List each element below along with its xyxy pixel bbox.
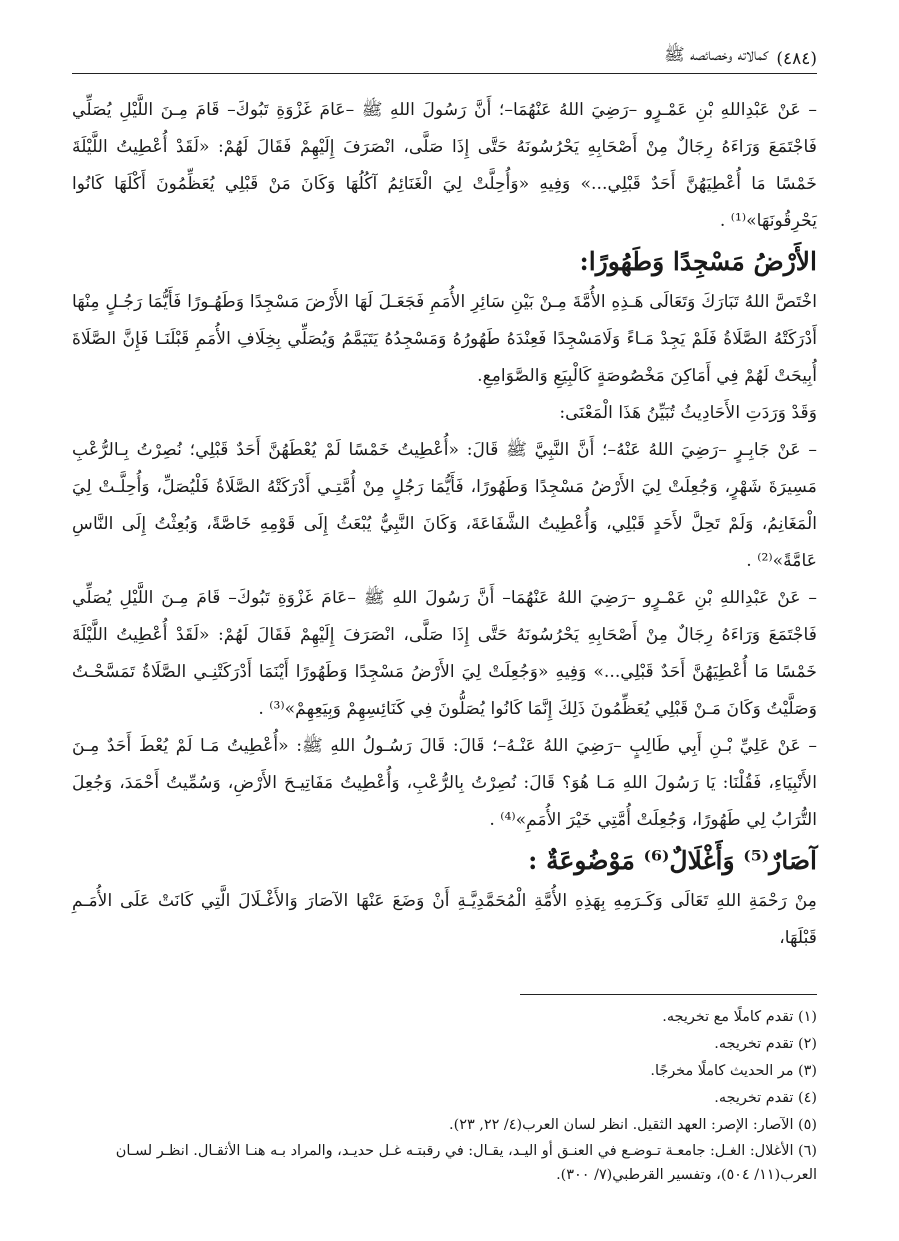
- hadith-paragraph-abdullah: – عَنْ عَبْدِاللهِ بْنِ عَمْـرٍو –رَضِيَ اللهُ عَنْهُمَا– أَنَّ رَسُولَ اللهِ ﷺ –عَامَ غَزْوَةِ تَبُوكَ– قَامَ مِـنَ اللَّيْلِ يُصَلِّي فَاجْتَمَعَ وَرَاءَهُ رِجَالٌ مِنْ أَصْحَابِهِ يَحْرُسُونَهُ حَتَّى إِذَا صَلَّى، انْصَرَفَ إِلَيْهِمْ فَقَالَ لَهُمْ: «لَقَدْ أُعْطِيتُ اللَّيْلَةَ خَمْسًا مَا أُعْطِيَهُنَّ أَحَدٌ قَبْلِي...» وَفِيهِ «وَجُعِلَتْ لِيَ الأَرْضُ مَسْجِدًا وَطَهُورًا أَيْنَمَا أَدْرَكَتْنِـي الصَّلَاةُ تَمَسَّحْـتُ وَصَلَّيْتُ وَكَانَ مَـنْ قَبْلِي يُعَظِّمُونَ ذَلِكَ إِنَّمَا كَانُوا يُصَلُّونَ فِي كَنَائِسِهِمْ وَبِيَعِهِمْ»⁽³⁾ .: [72, 588, 817, 719]
- section-heading-burdens: آصَارٌ⁽⁵⁾ وَأَغْلَالٌ⁽⁶⁾ مَوْضُوعَةٌ :: [528, 846, 817, 875]
- main-text: [72, 92, 817, 957]
- footnote-divider: [520, 994, 817, 995]
- footnote-3: (٣) مر الحديث كاملًا مخرجًا.: [650, 1063, 817, 1079]
- page-header: [72, 40, 817, 74]
- footnote-5: (٥) الآصار: الإصر: العهد الثقيل. انظر لسان العرب(٤/ ٢٢, ٢٣).: [449, 1117, 817, 1133]
- footnote-1: (١) تقدم كاملًا مع تخريجه.: [662, 1009, 817, 1025]
- hadith-paragraph-ali: – عَنْ عَلِيِّ بْـنِ أَبِي طَالِبٍ –رَضِيَ اللهُ عَنْـهُ–؛ قَالَ: قَالَ رَسُـولُ اللهِ ﷺ: «أُعْطِيتُ مَـا لَمْ يُعْطَ أَحَدٌ مِـنَ الأَنْبِيَاءِ، فَقُلْنَا: يَا رَسُولَ اللهِ مَـا هُوَ؟ قَالَ: نُصِرْتُ بِالرُّعْبِ، وَأُعْطِيتُ مَفَاتِيـحَ الأَرْضِ، وَسُمِّيتُ أَحْمَدَ، وَجُعِلَ التُّرَابُ لِي طَهُورًا، وَجُعِلَتْ أُمَّتِي خَيْرَ الأُمَمِ»⁽⁴⁾ .: [72, 736, 817, 830]
- page-number: (٤٨٤): [776, 49, 817, 69]
- footnote-4: (٤) تقدم تخريجه.: [714, 1090, 817, 1106]
- running-title: كمالاته وخصائصه ﷺ: [664, 45, 769, 65]
- hadith-paragraph-1: – عَنْ عَبْدِاللهِ بْنِ عَمْـرٍو –رَضِيَ اللهُ عَنْهُمَا–؛ أَنَّ رَسُولَ اللهِ ﷺ –عَامَ غَزْوَةِ تَبُوكَ– قَامَ مِـنَ اللَّيْلِ يُصَلِّي فَاجْتَمَعَ وَرَاءَهُ رِجَالٌ مِنْ أَصْحَابِهِ يَحْرُسُونَهُ حَتَّى إِذَا صَلَّى، انْصَرَفَ إِلَيْهِمْ فَقَالَ لَهُمْ: «لَقَدْ أُعْطِيتُ اللَّيْلَةَ خَمْسًا مَا أُعْطِيَهُنَّ أَحَدٌ قَبْلِي...» وَفِيهِ «وَأُحِلَّتْ لِيَ الْغَنَائِمُ آكُلُهَا وَكَانَ مَنْ قَبْلِي يُعَظِّمُونَ أَكْلَهَا كَانُوا يَحْرِقُونَهَا»⁽¹⁾ .: [72, 100, 817, 231]
- section-heading-earth-mosque: الأَرْضُ مَسْجِدًا وَطَهُورًا:: [579, 247, 817, 276]
- intro-paragraph: اخْتَصَّ اللهُ تَبَارَكَ وَتَعَالَى هَـذِهِ الأُمَّةَ مِـنْ بَيْنِ سَائِرِ الأُمَمِ فَجَعَـلَ لَهَا الأَرْضَ مَسْجِدًا وَطَهُـورًا فَأَيُّمَا رَجُـلٍ مِنْهَا أَدْرَكَتْهُ الصَّلَاةُ فَلَمْ يَجِدْ مَـاءً وَلَامَسْجِدًا فَعِنْدَهُ طَهُورُهُ وَمَسْجِدُهُ يَتَيَمَّمُ وَيُصَلِّي بِخِلَافِ الأُمَمِ قَبْلَنَـا فَإِنَّ الصَّلَاةَ أُبِيحَتْ لَهُمْ فِي أَمَاكِنَ مَخْصُوصَةٍ كَالْبِيَعِ وَالصَّوَامِعِ.: [72, 292, 817, 386]
- transition-paragraph: وَقَدْ وَرَدَتِ الأَحَادِيثُ تُبَيِّنُ هَذَا الْمَعْنَى:: [559, 403, 817, 423]
- footnote-6: (٦) الأغلال: الغـل: جامعـة تـوضـع في العنـق أو اليـد، يقـال: في رقبتـه غـل حديـد، والمراد بـه هنـا الأثقـال. انظـر لسـان العرب(١١/ ٥٠٤)، وتفسير القرطبي(٧/ ٣٠٠).: [115, 1143, 817, 1183]
- footnotes: [72, 1004, 817, 1187]
- hadith-paragraph-jabir: – عَنْ جَابِـرٍ –رَضِيَ اللهُ عَنْهُ–؛ أَنَّ النَّبِيَّ ﷺ قَالَ: «أُعْطِيتُ خَمْسًا لَمْ يُعْطَهُنَّ أَحَدٌ قَبْلِي؛ نُصِرْتُ بِـالرُّعْبِ مَسِيرَةَ شَهْرٍ، وَجُعِلَتْ لِيَ الأَرْضُ مَسْجِدًا وَطَهُورًا، فَأَيُّمَا رَجُلٍ مِنْ أُمَّتِـي أَدْرَكَتْهُ الصَّلَاةُ فَلْيُصَلِّ، وَأُحِلَّـتْ لِيَ الْمَغَانِمُ، وَلَمْ تَحِلَّ لأَحَدٍ قَبْلِي، وَأُعْطِيتُ الشَّفَاعَةَ، وَكَانَ النَّبِيُّ يُبْعَثُ إِلَى قَوْمِهِ خَاصَّةً، وَبُعِثْتُ إِلَى النَّاسِ عَامَّةً»⁽²⁾ .: [72, 440, 817, 571]
- footnote-2: (٢) تقدم تخريجه.: [714, 1036, 817, 1052]
- burdens-paragraph: مِنْ رَحْمَةِ اللهِ تَعَالَى وَكَـرَمِهِ بِهَذِهِ الأُمَّةِ الْمُحَمَّدِيَّـةِ أَنْ وَضَعَ عَنْهَا الآصَارَ وَالأَغْـلَالَ الَّتِي كَانَتْ عَلَى الأُمَـمِ قَبْلَهَا،: [72, 891, 817, 948]
